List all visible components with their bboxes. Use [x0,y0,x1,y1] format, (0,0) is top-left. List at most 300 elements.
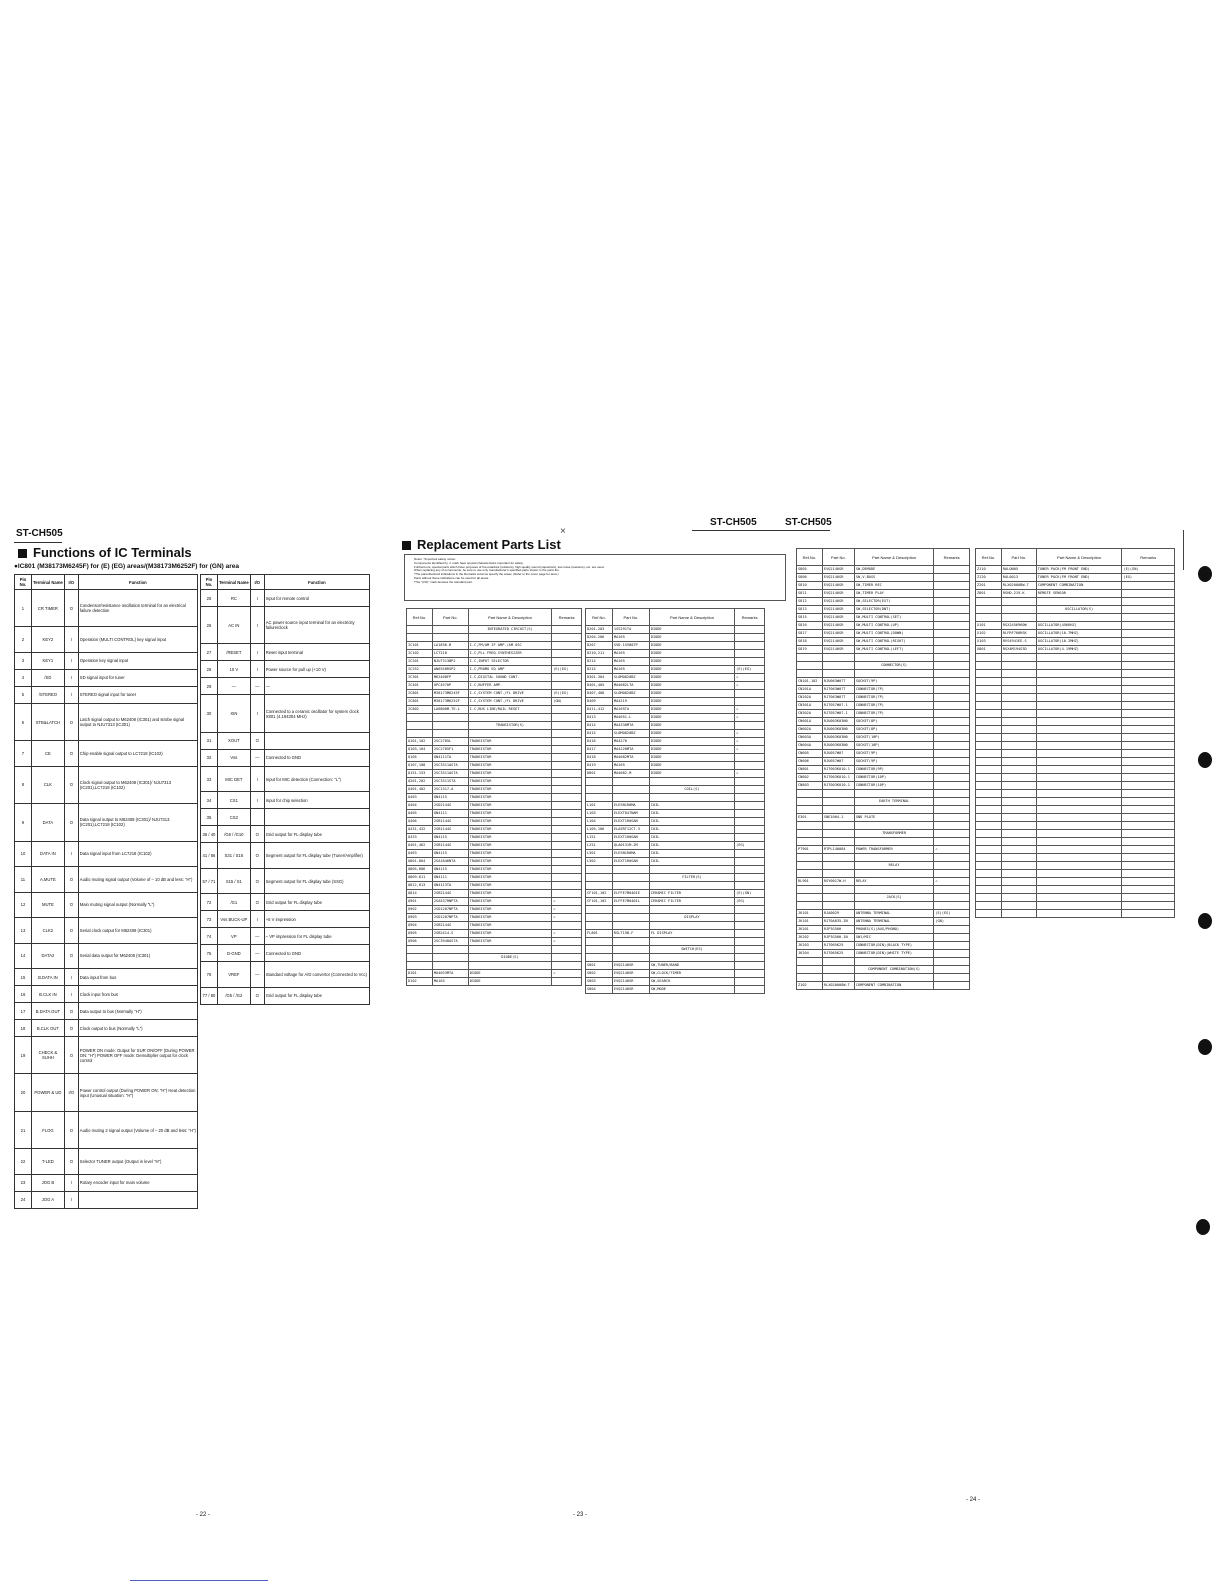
empty-cell [1036,846,1122,854]
table-row [407,746,582,754]
table-row [586,706,765,714]
empty-cell [1001,782,1036,790]
column-header: Ref.No. [797,549,823,566]
part-no: RSY0017W-H [822,878,854,886]
empty-cell [976,870,1002,878]
empty-cell [976,670,1002,678]
empty-cell [976,846,1002,854]
ref-no: D415 [586,730,613,738]
part-no [1001,606,1036,614]
part-description: TRANSISTOR [468,866,551,874]
part-description [468,634,551,642]
part-no [822,670,854,678]
table-row [586,842,765,850]
part-description: I.C,SYSTEM CONT./FL DRIVE [468,690,551,698]
part-no [432,722,468,730]
part-no: 2SD2144S [432,802,468,810]
part-description: OSCILLATOR(456KHZ) [1036,622,1122,630]
table-row [407,762,582,770]
ref-no [586,778,613,786]
part-no: RJT0A035-IN [822,918,854,926]
ref-no: S806 [797,574,823,582]
ref-no: IC201 [407,658,433,666]
empty-cell [1122,822,1175,830]
empty-row [976,710,1175,718]
table-row [797,942,970,950]
empty-cell [1001,878,1036,886]
part-no: MA4082-M [612,770,649,778]
empty-cell [976,678,1002,686]
ref-no [407,626,433,634]
function-description: Latch signal output to M62408 (IC301) and strobe signal output to NJU7313 (IC301) [78,703,197,740]
ref-no [797,670,823,678]
part-description: TRANSISTOR [468,738,551,746]
table-row [407,786,582,794]
part-no [432,962,468,970]
table-row [407,818,582,826]
table-row [586,834,765,842]
table-row [586,938,765,946]
part-no: RJT003K010-1 [822,782,854,790]
ref-no: Z801 [976,590,1002,598]
part-no: RJU057W07 [822,750,854,758]
terminal-name: /G6 / /G10 [217,826,250,843]
function-description: SD signal input for tuner [78,669,197,686]
ref-no: Q901 [407,898,433,906]
remarks [735,818,765,826]
remarks [934,790,970,798]
part-description: DIODE [468,978,551,986]
ref-no: S810 [797,582,823,590]
io-type: O [64,1020,78,1037]
remarks [934,870,970,878]
empty-row [976,702,1175,710]
ref-no: JK201 [797,926,823,934]
ref-no: IC101 [407,642,433,650]
ic-terminal-table-right [200,574,370,1005]
pin-number: 17 [15,1003,32,1020]
empty-cell [1036,742,1122,750]
ref-no [797,662,823,670]
table-row [586,666,765,674]
remarks [735,786,765,794]
part-no: EVQ2140SR [822,566,854,574]
table-row [586,722,765,730]
part-description: SW,CLOCK/TIMER [649,970,734,978]
part-description [854,822,934,830]
ref-no: Q905 [407,930,433,938]
pin-number: 19 [15,1037,32,1074]
io-type: I [250,695,264,732]
io-type: I [250,766,264,792]
empty-cell [976,766,1002,774]
terminal-name: B.CLK OUT [31,1020,64,1037]
part-description: CERAMIC FILTER [649,890,734,898]
table-row [797,598,970,606]
remarks [552,882,582,890]
part-description: DIODE [649,666,734,674]
io-type: I [64,1174,78,1191]
io-type: I [64,652,78,669]
function-description: – VP impression for FL display tube [264,928,369,945]
part-description: TRANSISTOR [468,770,551,778]
table-row [407,962,582,970]
model-label-left: ST-CH505 [16,528,63,539]
empty-cell [1122,662,1175,670]
part-description: DIODE [649,722,734,730]
part-no: 2SB2144S [432,890,468,898]
function-description: Chip enable signal output to LC7218 (IC102) [78,741,197,767]
remarks: ⚠ [934,846,970,854]
part-no [612,938,649,946]
ref-no: D419 [586,762,613,770]
terminal-name: VP [217,928,250,945]
part-description: SW,MULTI CONTROL(SET) [854,614,934,622]
ref-no [797,854,823,862]
part-no: MA165 [612,658,649,666]
empty-cell [1122,846,1175,854]
remarks: ⚠ [735,674,765,682]
ref-no [586,874,613,882]
pin-number: 8 [15,766,32,803]
table-row [797,798,970,806]
remarks [735,850,765,858]
table-row [407,802,582,810]
empty-row [976,750,1175,758]
table-row [407,842,582,850]
function-description [78,1191,197,1208]
part-description [468,962,551,970]
ref-no: D201-203 [586,626,613,634]
part-description [854,838,934,846]
table-row [586,802,765,810]
part-description: CONNECTOR(9P) [854,766,934,774]
part-no: EL0ZRT12CT-3 [612,826,649,834]
empty-cell [1001,654,1036,662]
table-row [797,894,970,902]
part-description: DIODE [649,746,734,754]
remarks [552,778,582,786]
ref-no: D301-304 [586,674,613,682]
part-no: UN4115 [432,866,468,874]
remarks [552,818,582,826]
ref-no: D102 [407,978,433,986]
empty-cell [976,814,1002,822]
part-no: UN4115 [432,834,468,842]
empty-cell [1122,774,1175,782]
remarks: (E)(EG) [735,666,765,674]
part-description [854,670,934,678]
note-line: Notes: *Important safety notice: [414,557,456,561]
remarks [552,850,582,858]
empty-cell [1001,862,1036,870]
part-description [468,714,551,722]
note-line: *The "(I/O)" mark denotes the standard part. [414,579,473,584]
empty-row [976,734,1175,742]
ref-no [797,806,823,814]
part-description: TRANSISTOR [468,850,551,858]
empty-cell [1001,686,1036,694]
table-row [797,726,970,734]
part-no [822,894,854,902]
remarks [735,858,765,866]
table-row [15,1020,198,1037]
table-row [797,958,970,966]
part-no: QLA0131M-2M [612,842,649,850]
ref-no: D409 [586,698,613,706]
empty-cell [1001,902,1036,910]
page-edge-line [1183,530,1184,570]
part-description: POWER TRANSFORMER [854,846,934,854]
remarks [552,842,582,850]
part-description: CONNECTOR(7P) [854,702,934,710]
table-row [201,749,370,766]
empty-cell [1036,702,1122,710]
ref-no: CN101,102 [797,678,823,686]
pin-number: 33 [201,766,218,792]
empty-cell [1122,654,1175,662]
terminal-name: CS2 [217,809,250,826]
part-no: UN4113TA [432,882,468,890]
part-description: I.C,PLL FREQ.SYNTHESIZER [468,650,551,658]
column-header: Pin No. [15,575,32,590]
table-row [586,906,765,914]
table-row [586,762,765,770]
table-header-row [586,609,765,626]
io-type: I [250,911,264,928]
table-row [586,898,765,906]
table-row [586,874,765,882]
empty-cell [1001,798,1036,806]
table-row [407,954,582,962]
terminal-name: RC [217,590,250,607]
terminal-name: CR TIMER [31,590,64,627]
table-row [586,930,765,938]
ref-no: X102 [976,630,1002,638]
header-rule-left [14,542,62,543]
remarks [552,810,582,818]
part-no [612,778,649,786]
empty-cell [1036,662,1122,670]
io-type: I [64,627,78,653]
part-description: TRANSISTOR [468,818,551,826]
remarks [735,754,765,762]
ref-no: IC801 [407,698,433,706]
pin-number: 26 [201,607,218,644]
part-description: OSCILLATOR(10.7MHZ) [1036,630,1122,638]
part-no: UN4111TA [432,754,468,762]
table-row [586,746,765,754]
remarks [934,598,970,606]
io-type: O [64,1003,78,1020]
column-header: Part Name & Description [1036,549,1122,566]
ref-no: FL801 [586,930,613,938]
table-row [586,778,765,786]
table-row [976,582,1175,590]
remarks: (E)(EG) [934,910,970,918]
empty-cell [976,878,1002,886]
part-no: EVQ2140SR [612,986,649,994]
empty-row [976,654,1175,662]
ref-no: Q904 [407,922,433,930]
part-no: MA165 [612,666,649,674]
ref-no: Q463 [407,850,433,858]
part-description: TRANSISTOR [468,826,551,834]
part-description: TRANSISTOR [468,802,551,810]
terminal-name: Vss BUCK-UP [217,911,250,928]
part-no [612,866,649,874]
empty-row [976,782,1175,790]
empty-cell [1122,886,1175,894]
part-no: 2SC3311ASTA [432,762,468,770]
part-description: RELAY [854,878,934,886]
part-no [822,966,854,974]
remarks [552,946,582,954]
table-row [201,809,370,826]
ref-no: D418 [586,754,613,762]
part-description: TRANSISTOR [468,842,551,850]
ref-no: CN606 [797,758,823,766]
empty-cell [1036,838,1122,846]
remarks: ⚠ [552,938,582,946]
remarks [552,922,582,930]
part-description [649,794,734,802]
part-no: EVQ2140SR [822,582,854,590]
table-row [586,794,765,802]
part-no [822,870,854,878]
io-type: O [64,892,78,918]
ref-no: S801 [586,962,613,970]
table-row [797,678,970,686]
function-description: Segment output for FL display tube (SSG) [264,868,369,894]
part-no: SL0MO820BZ [612,674,649,682]
table-row [586,882,765,890]
remarks [552,738,582,746]
ref-no [797,790,823,798]
pin-number: 21 [15,1111,32,1148]
part-description: ANTENNA TERMINAL [854,910,934,918]
ref-no [797,830,823,838]
remarks [934,638,970,646]
part-description: COMPONENT COMBINATION [854,982,934,990]
part-description: COIL [649,842,734,850]
part-description: COIL [649,802,734,810]
part-no [612,946,649,954]
empty-cell [976,662,1002,670]
pin-number: 14 [15,943,32,969]
ref-no: IC102 [407,650,433,658]
pin-number: 41 / 56 [201,843,218,869]
empty-row [976,838,1175,846]
empty-cell [976,894,1002,902]
part-no: RTPL140084 [822,846,854,854]
remarks: (E)(EG) [552,690,582,698]
part-description: DIODE [649,658,734,666]
page-number-24: - 24 - [966,1497,981,1503]
table-row [407,658,582,666]
io-type: O [250,732,264,749]
io-type: — [250,928,264,945]
table-row [586,954,765,962]
part-description: DIODE(S) [468,954,551,962]
table-row [407,946,582,954]
part-no [612,914,649,922]
remarks [934,950,970,958]
ref-no: E301 [797,814,823,822]
part-description: CONNECTOR(S) [854,662,934,670]
table-row [586,946,765,954]
remarks [934,590,970,598]
pin-number: 20 [15,1074,32,1111]
parts-title-text: Replacement Parts List [417,537,561,552]
table-row [201,962,370,988]
terminal-name: CS1 [217,792,250,809]
part-description: DIODE [649,762,734,770]
ref-no: Z102 [797,982,823,990]
remarks [552,866,582,874]
table-row [797,750,970,758]
empty-cell [1122,814,1175,822]
table-row [407,914,582,922]
note-line: When replacing any of components, be sure to use only manufacturer's specified parts shown in the parts list. [414,568,560,573]
part-no: 2SA537HNPTA [432,898,468,906]
empty-cell [1001,702,1036,710]
terminal-name: S15 / S1 [217,868,250,894]
ref-no: D801 [586,770,613,778]
ref-no: Z110 [976,566,1002,574]
remarks: ⚠ [552,898,582,906]
part-description [854,854,934,862]
io-type: O [250,987,264,1004]
function-description: +5 V impression [264,911,369,928]
remarks [1122,630,1175,638]
note-line: Components identified by ⚠ mark have special characteristics important for safety. [414,560,524,565]
empty-cell [1122,910,1175,918]
punch-hole-3 [1198,913,1212,929]
remarks [735,970,765,978]
empty-cell [1122,726,1175,734]
remarks [552,874,582,882]
ref-no: Q809-811 [407,874,433,882]
part-no: 2SB2144S [432,922,468,930]
ref-no: CN605 [797,750,823,758]
part-description: JACK(S) [854,894,934,902]
remarks [552,730,582,738]
table-row [797,774,970,782]
table-row [797,950,970,958]
part-no [1001,614,1036,622]
ref-no: IC802 [407,706,433,714]
table-row [586,850,765,858]
ref-no [407,714,433,722]
remarks [934,566,970,574]
remarks [735,826,765,834]
remarks [934,926,970,934]
remarks [735,690,765,698]
part-no: RJT057W07-1 [822,702,854,710]
empty-cell [976,758,1002,766]
table-row [797,926,970,934]
part-description: I.C,PROMO EQ AMP [468,666,551,674]
io-type: I [64,969,78,986]
part-description: CONNECTOR(7P) [854,694,934,702]
punch-hole-5 [1196,1219,1210,1235]
empty-cell [1122,862,1175,870]
empty-row [976,670,1175,678]
empty-cell [1001,814,1036,822]
remarks [552,722,582,730]
ref-no: IC252 [407,666,433,674]
